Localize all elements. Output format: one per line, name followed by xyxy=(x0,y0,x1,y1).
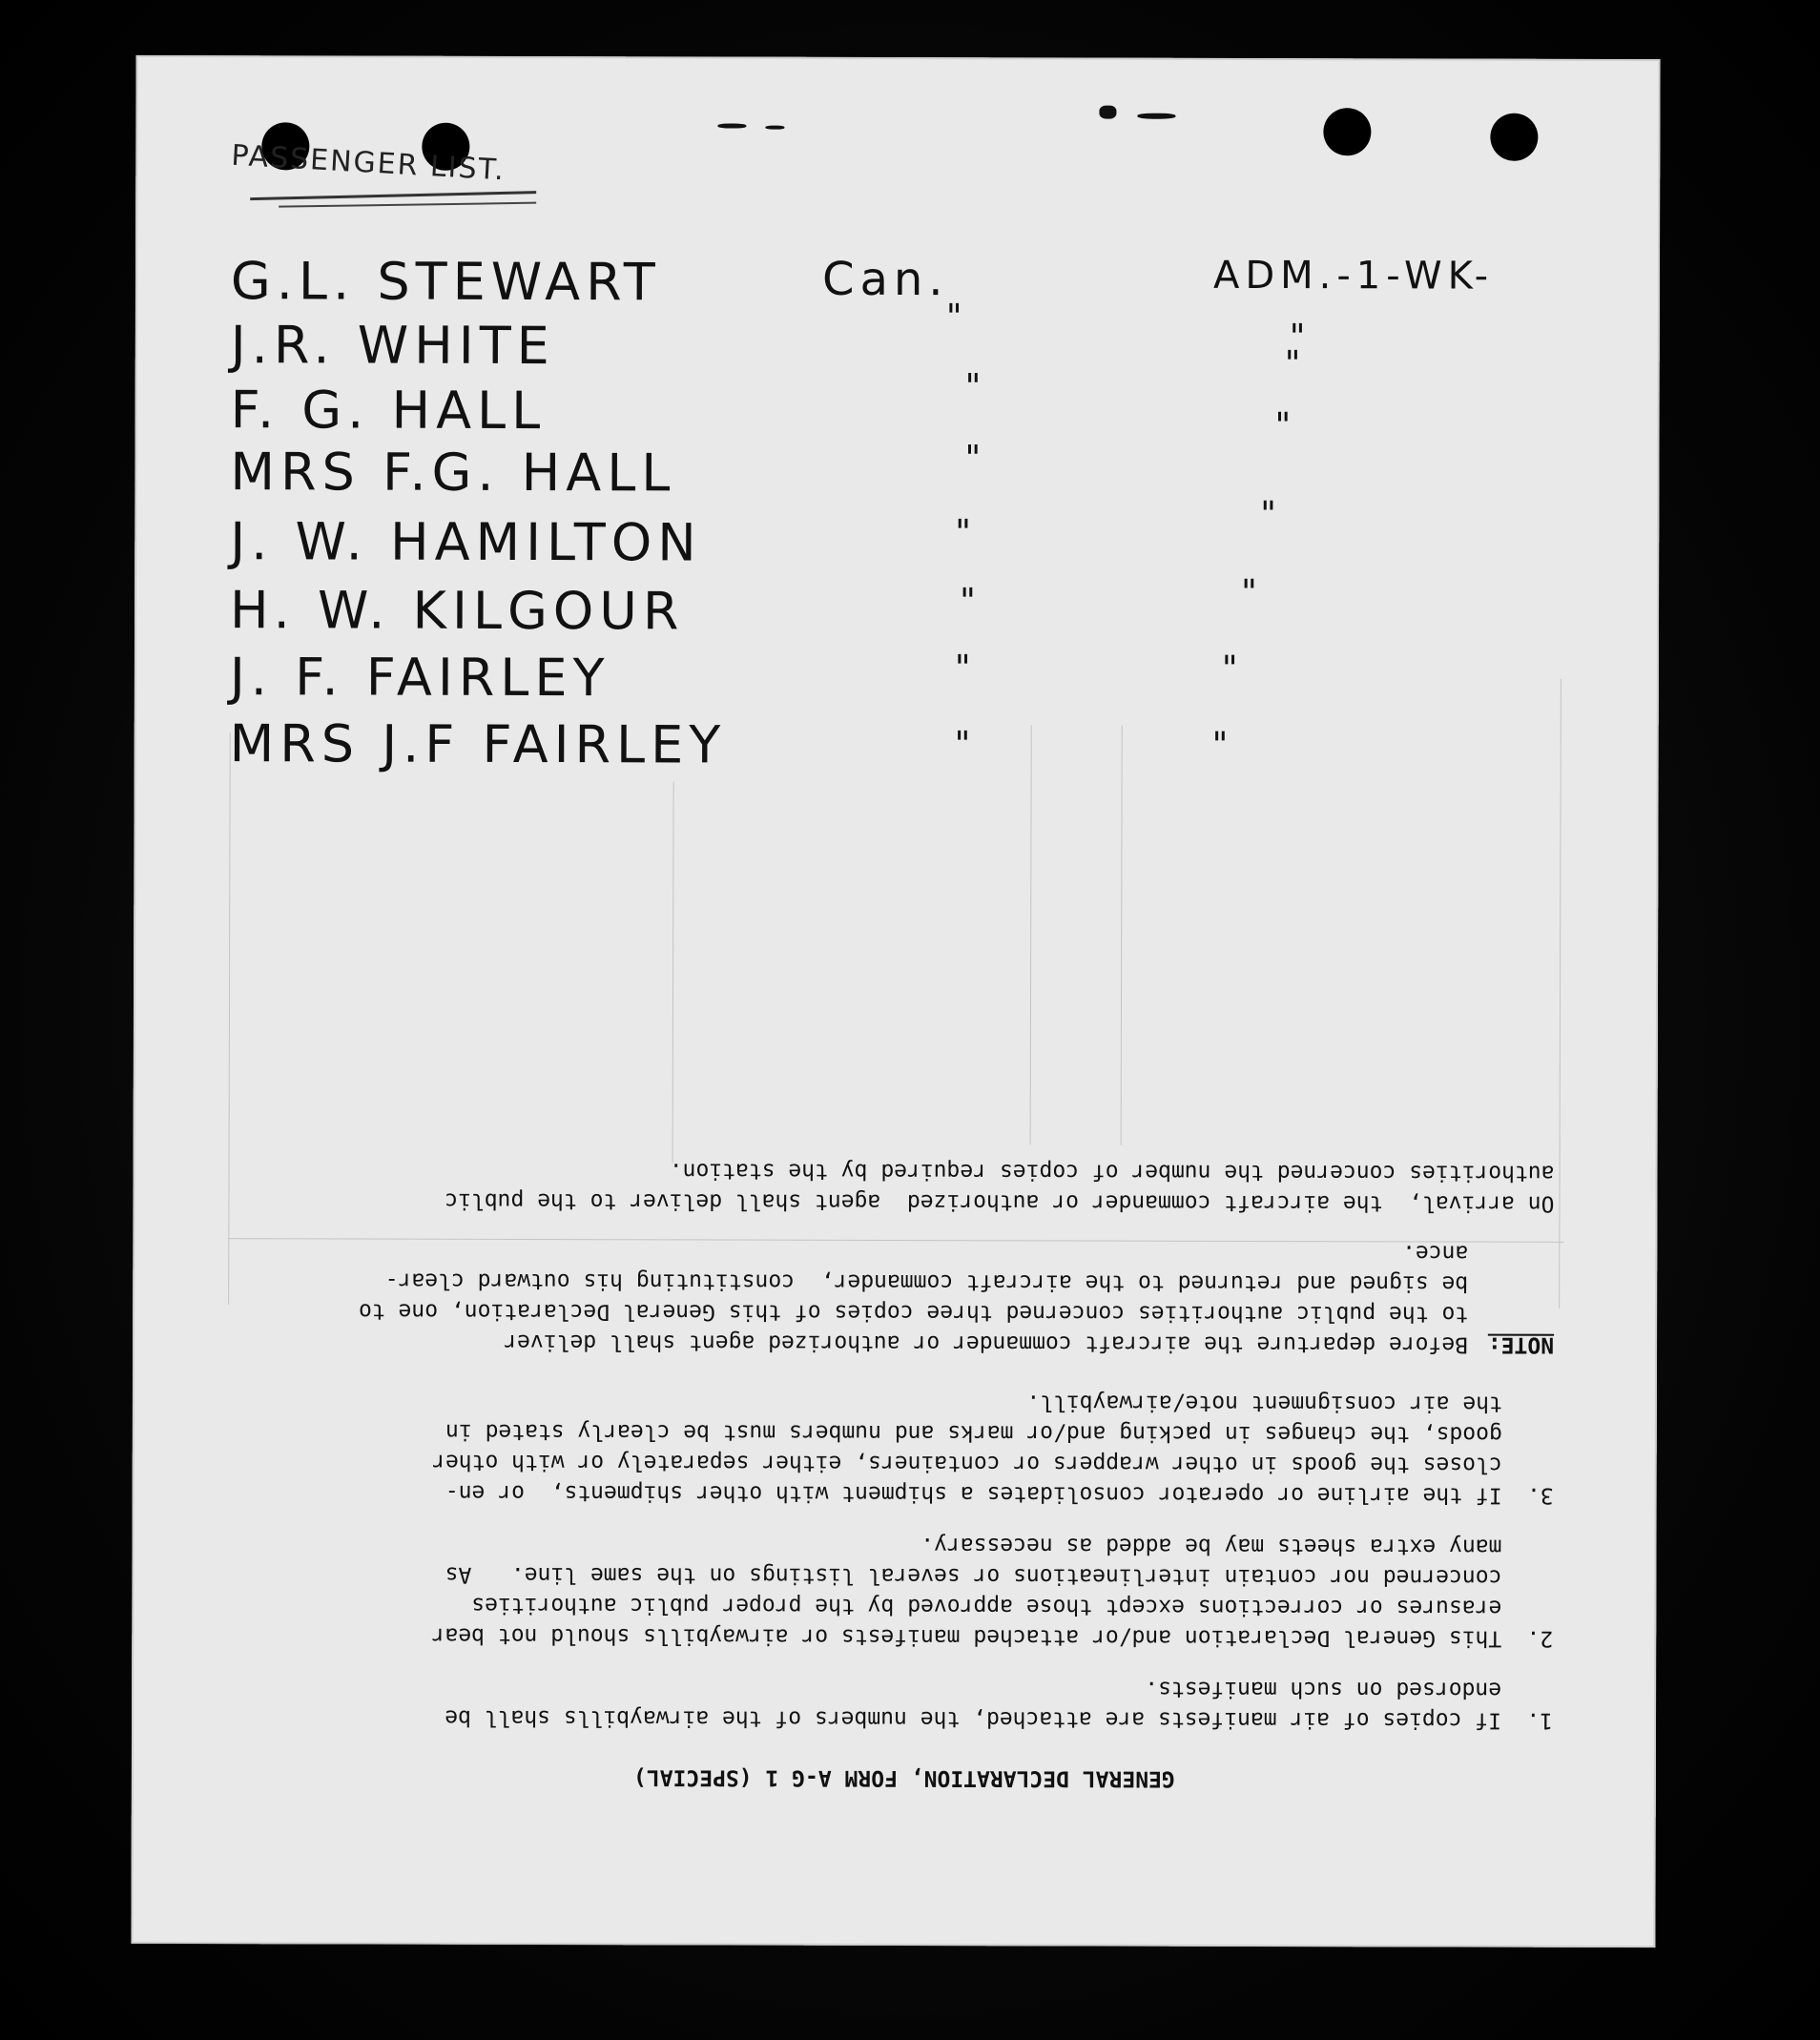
passenger-name: MRS J.F FAIRLEY xyxy=(229,713,727,775)
note-block xyxy=(257,1234,1554,1360)
ink-smudge-1 xyxy=(717,124,746,129)
passenger-nationality: " xyxy=(954,725,977,765)
instruction-item xyxy=(256,1671,1553,1736)
passenger-name: J.R. WHITE xyxy=(230,315,555,377)
passenger-name: MRS F.G. HALL xyxy=(230,442,676,504)
passenger-class: " xyxy=(1260,494,1282,535)
passenger-row xyxy=(134,572,1659,642)
punch-hole-3 xyxy=(1323,108,1371,155)
passenger-list-title: PASSENGER LIST. xyxy=(230,138,507,188)
passenger-nationality: " xyxy=(960,582,982,622)
document-page xyxy=(131,55,1660,1947)
passenger-nationality: " xyxy=(964,367,987,407)
passenger-nationality: " xyxy=(964,439,987,479)
passenger-class: " xyxy=(1211,725,1234,765)
title-underline xyxy=(279,202,536,208)
ink-smudge-2 xyxy=(765,126,784,130)
passenger-name: F. G. HALL xyxy=(230,380,547,442)
note-text: Before departure the aircraft commander or authorized agent shall deliver to the public authorities concerned three copies of this General Declaration, one to be signed and returned to the aircraft commander, constituting his outward clear- ance. xyxy=(358,1240,1469,1357)
passenger-row xyxy=(135,251,1660,312)
title-underline xyxy=(250,191,536,200)
passenger-name: H. W. KILGOUR xyxy=(229,580,685,642)
passenger-nationality: Can. xyxy=(821,252,949,307)
instruction-text: If the airline or operator consolidates a shipment with other shipments, or en- closes the goods in other wrappers or containers, either separately or with other goods, the changes in packing and/or marks and numbers must be clearly stated in the air consignment note/airwaybill. xyxy=(432,1390,1502,1508)
note-label: NOTE: xyxy=(1487,1331,1555,1357)
ink-smudge-3 xyxy=(1099,106,1116,119)
passenger-name: J. F. FAIRLEY xyxy=(229,647,610,709)
passenger-class: " xyxy=(1241,572,1263,613)
passenger-row xyxy=(135,298,1660,377)
passenger-class: " xyxy=(1284,344,1307,384)
ink-smudge-4 xyxy=(1137,113,1175,119)
instruction-number: 3. xyxy=(1526,1482,1554,1508)
instruction-item xyxy=(256,1528,1553,1654)
passenger-class: ADM.-1-WK- xyxy=(1212,253,1495,299)
form-heading: GENERAL DECLARATION, FORM A-G 1 (SPECIAL) xyxy=(632,1764,1175,1791)
passenger-row xyxy=(134,494,1659,573)
passenger-row xyxy=(134,713,1659,774)
instruction-number: 1. xyxy=(1526,1707,1554,1733)
arrival-text: On arrival, the aircraft commander or authorized agent shall deliver to the public authorities concerned the number of copies required by the station. xyxy=(445,1158,1555,1216)
passenger-nationality: " xyxy=(954,649,977,689)
instruction-text: If copies of air manifests are attached, the numbers of the airwaybills shall be endorsed on such manifests. xyxy=(445,1676,1502,1733)
passenger-class: " xyxy=(1274,406,1297,446)
punch-hole-4 xyxy=(1490,113,1538,161)
passenger-row xyxy=(134,406,1659,504)
passenger-name: J. W. HAMILTON xyxy=(230,511,702,573)
passenger-class: " xyxy=(1289,318,1312,358)
instruction-text: This General Declaration and/or attached manifests or airwaybills should not bear erasures or corrections except those approved by the proper public authorities concerned nor contain interlineations or several listings on the same line. As many extra sheets may be added as necessary. xyxy=(431,1533,1502,1651)
passenger-name: G.L. STEWART xyxy=(230,251,661,313)
passenger-class: " xyxy=(1221,649,1244,689)
printed-instructions-inverted xyxy=(256,1066,1555,1795)
faint-grid-line xyxy=(228,732,231,1305)
passenger-nationality: " xyxy=(945,298,968,338)
passenger-nationality: " xyxy=(955,513,977,553)
instruction-item xyxy=(257,1385,1554,1511)
instruction-number: 2. xyxy=(1526,1625,1554,1651)
passenger-row xyxy=(134,647,1659,708)
